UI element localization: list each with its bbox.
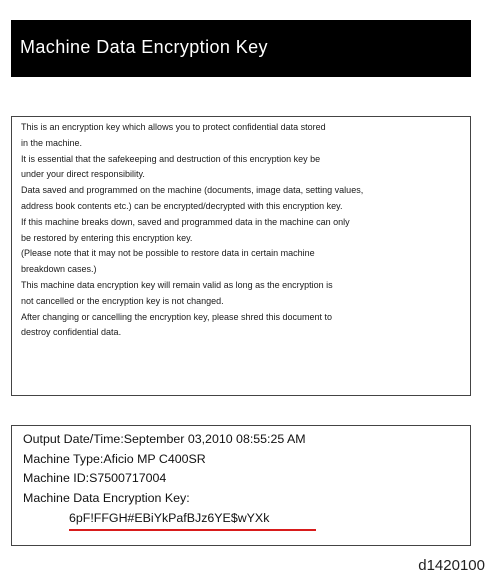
key-underline: [69, 529, 316, 531]
machine-type: Machine Type:Aficio MP C400SR: [23, 451, 206, 466]
notice-line: in the machine.: [21, 137, 83, 148]
encryption-key-label: Machine Data Encryption Key:: [23, 490, 190, 505]
notice-line: It is essential that the safekeeping and destruction of this encryption key be: [21, 153, 321, 164]
notice-line: not cancelled or the encryption key is not changed.: [21, 295, 224, 306]
output-datetime: Output Date/Time:September 03,2010 08:55:25 AM: [23, 432, 306, 446]
notice-line: If this machine breaks down, saved and programmed data in the machine can only: [21, 216, 350, 227]
notice-line: (Please note that it may not be possible to restore data in certain machine: [21, 248, 315, 259]
key-info-lines: [23, 430, 306, 508]
page-title: Machine Data Encryption Key: [20, 37, 268, 57]
notice-line: This machine data encryption key will remain valid as long as the encryption is: [21, 279, 333, 290]
notice-line: This is an encryption key which allows you to protect confidential data stored: [21, 122, 326, 132]
notice-line: under your direct responsibility.: [21, 169, 145, 180]
machine-id: Machine ID:S7500717004: [23, 471, 167, 485]
notice-line: be restored by entering this encryption key.: [21, 232, 193, 243]
figure-id: d1420100: [418, 557, 485, 574]
notice-line: After changing or cancelling the encryption key, please shred this document to: [21, 311, 333, 322]
encryption-key-value: 6pF!FFGH#EBiYkPafBJz6YE$wYXk: [69, 511, 270, 525]
title-banner: [11, 20, 471, 77]
notice-text: [21, 120, 363, 341]
notice-line: breakdown cases.): [21, 264, 97, 275]
notice-line: destroy confidential data.: [21, 327, 122, 338]
notice-box: [11, 116, 471, 396]
notice-line: Data saved and programmed on the machine (documents, image data, setting values,: [21, 185, 364, 196]
notice-line: address book contents etc.) can be encrypted/decrypted with this encryption key.: [21, 200, 343, 211]
key-info-box: [11, 425, 471, 546]
